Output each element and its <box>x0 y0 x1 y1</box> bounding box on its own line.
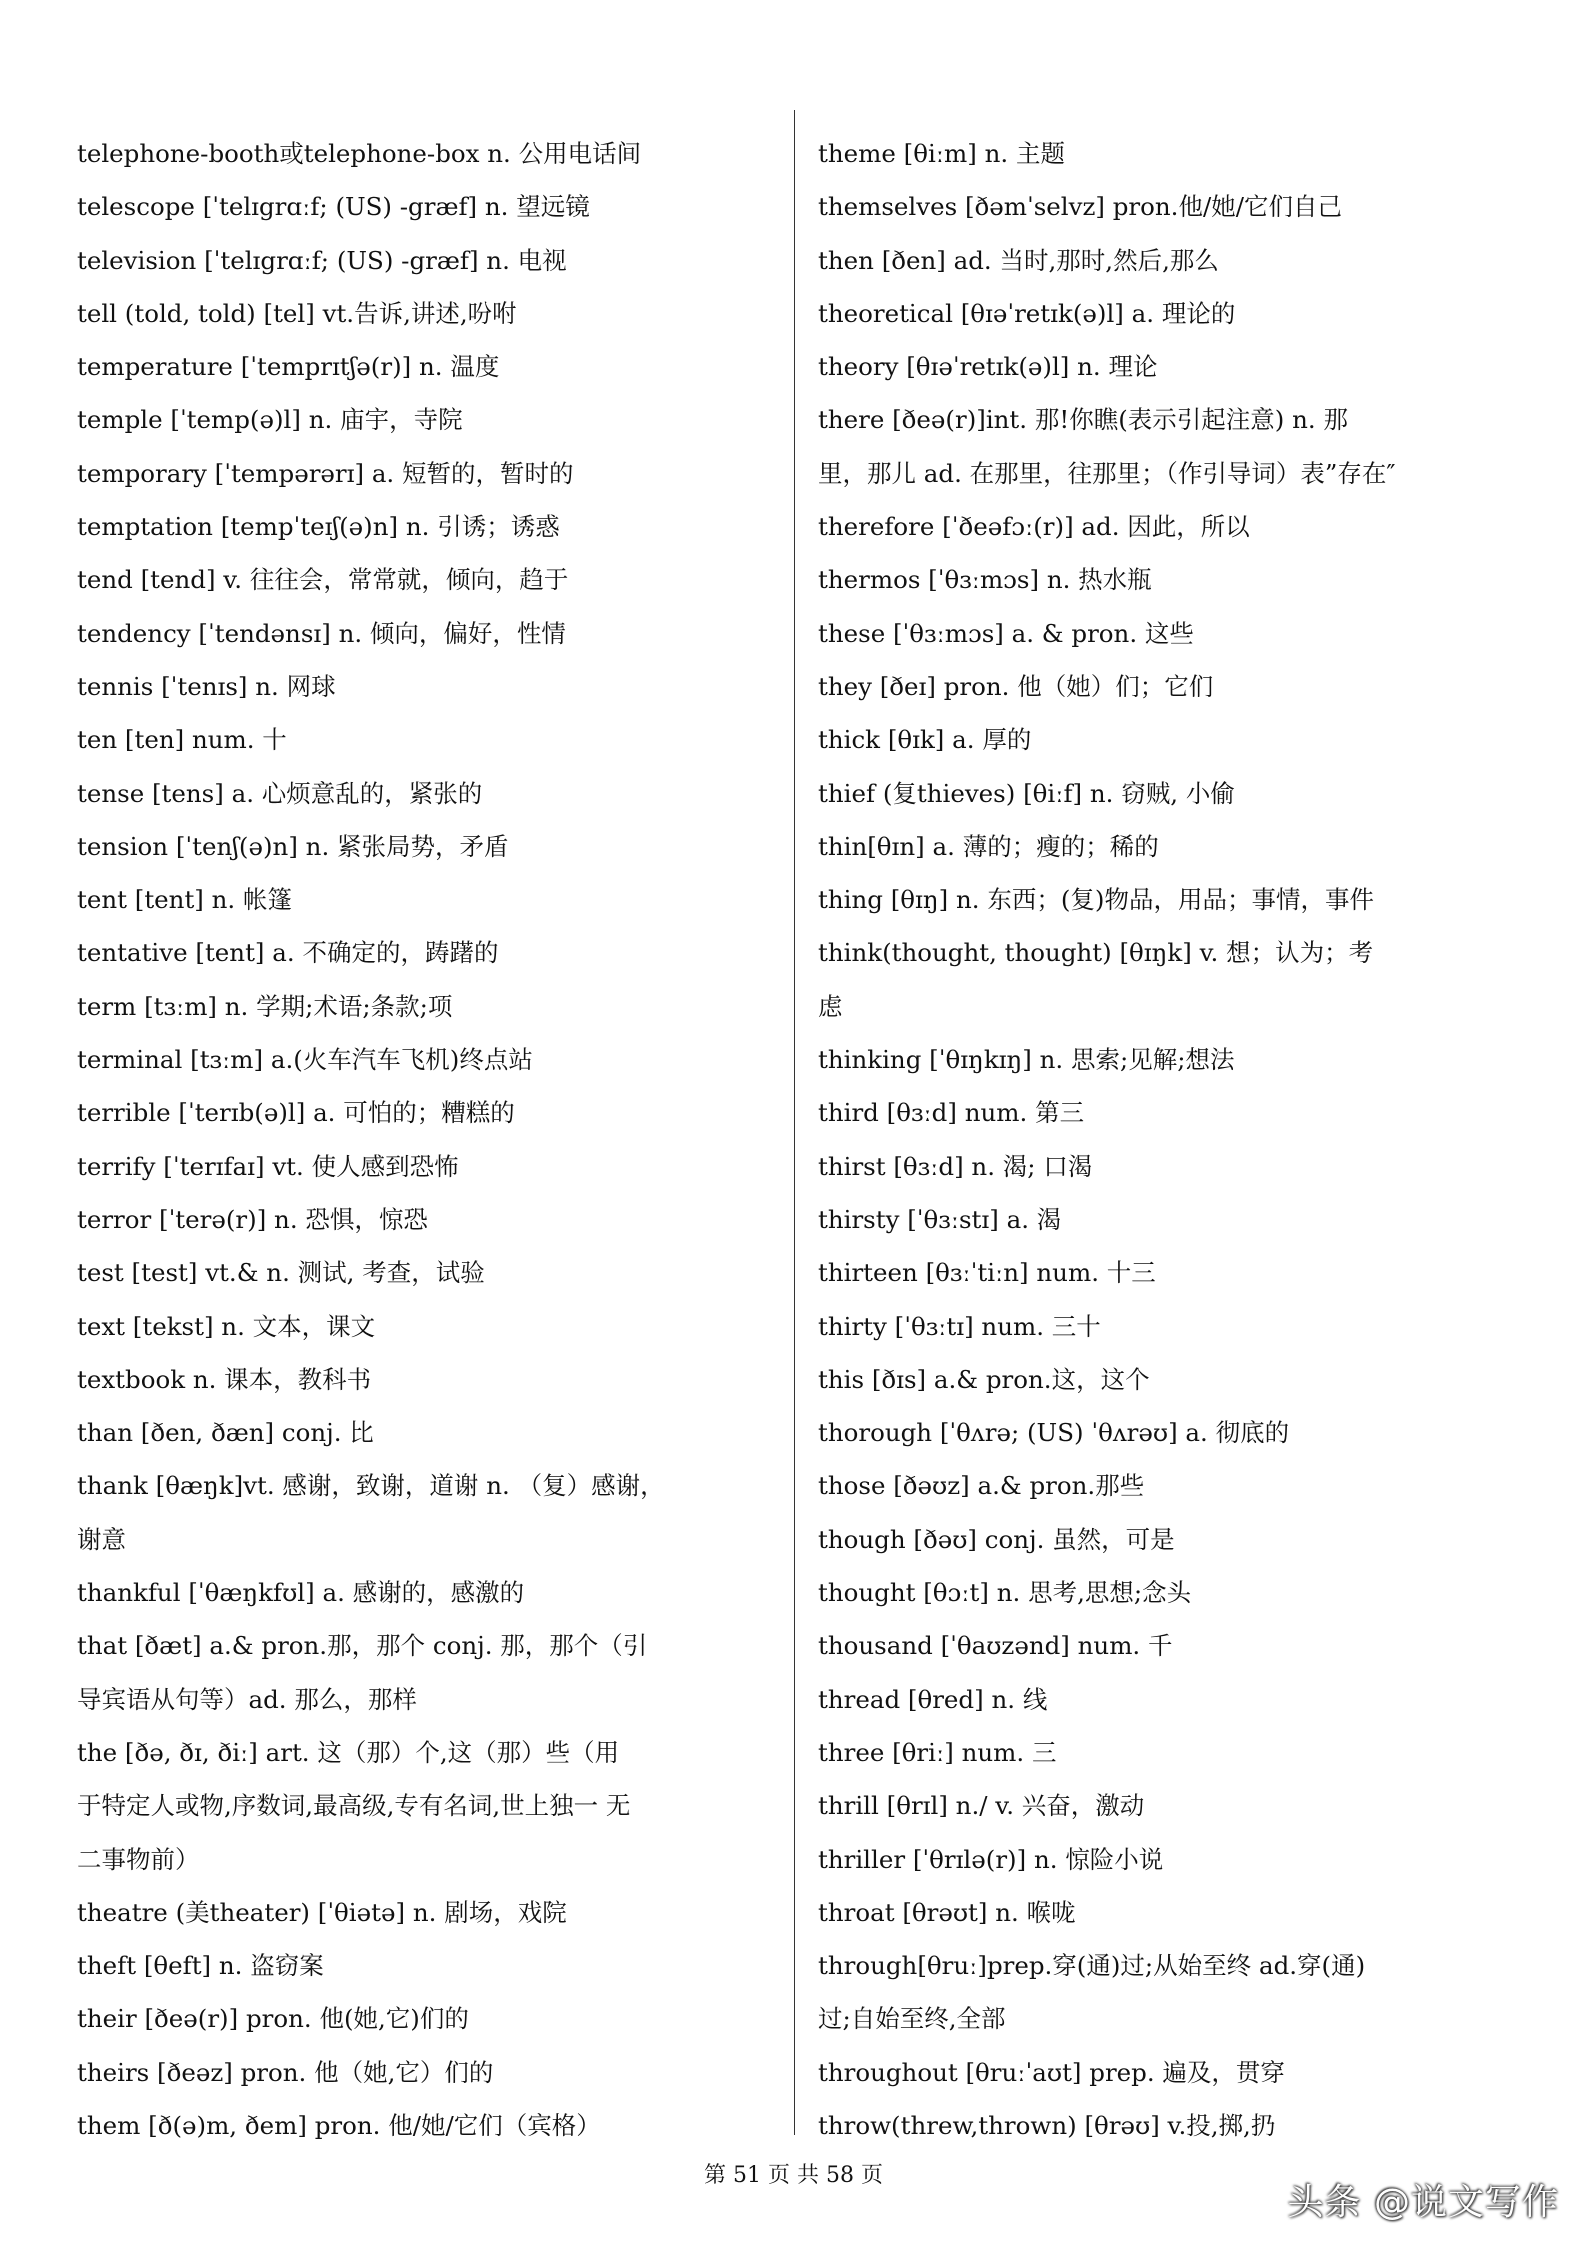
vocab-line: through[θruː]prep.穿(通)过;从始至终 ad.穿(通) <box>818 1951 1366 1981</box>
vocab-line: terror [ˈterə(r)] n. 恐惧，惊恐 <box>77 1204 428 1234</box>
vocab-line: thick [θɪk] a. 厚的 <box>818 725 1032 755</box>
vocab-line: throw(threw,thrown) [θrəʊ] v.投,掷,扔 <box>818 2110 1276 2140</box>
vocab-line: tension [ˈtenʃ(ə)n] n. 紧张局势，矛盾 <box>77 831 509 861</box>
vocab-line: ten [ten] num. 十 <box>77 725 287 755</box>
vocab-line: thirteen [θɜːˈtiːn] num. 十三 <box>818 1258 1156 1288</box>
vocab-line: them [ð(ə)m, ðem] pron. 他/她/它们（宾格） <box>77 2110 601 2140</box>
vocab-line: 里，那儿 ad. 在那里，往那里；（作引导词）表”存在″ <box>818 458 1396 488</box>
watermark: 头条 @说文写作 <box>1287 2182 1559 2223</box>
vocab-line: theoretical [θɪəˈretɪk(ə)l] a. 理论的 <box>818 298 1236 328</box>
vocab-line: tell (told, told) [tel] vt.告诉,讲述,吩咐 <box>77 298 517 328</box>
vocab-line: theft [θeft] n. 盗窃案 <box>77 1951 324 1981</box>
vocab-line: thirty [ˈθɜːtɪ] num. 三十 <box>818 1311 1101 1341</box>
vocab-line: temple [ˈtemp(ə)l] n. 庙宇，寺院 <box>77 405 463 435</box>
vocab-line: terminal [tɜːm] a.(火车汽车飞机)终点站 <box>77 1045 533 1075</box>
vocab-line: tense [tens] a. 心烦意乱的，紧张的 <box>77 778 483 808</box>
vocab-line: term [tɜːm] n. 学期;术语;条款;项 <box>77 991 453 1021</box>
vocab-line: 谢意 <box>77 1524 126 1554</box>
column-divider <box>794 110 795 2135</box>
vocab-line: they [ðeɪ] pron. 他（她）们；它们 <box>818 671 1214 701</box>
vocab-line: terrify [ˈterɪfaɪ] vt. 使人感到恐怖 <box>77 1151 459 1181</box>
vocab-line: thrill [θrɪl] n./ v. 兴奋，激动 <box>818 1791 1145 1821</box>
vocab-line: 虑 <box>818 991 843 1021</box>
vocab-line: theme [θiːm] n. 主题 <box>818 139 1065 168</box>
vocab-line: temptation [tempˈteɪʃ(ə)n] n. 引诱；诱惑 <box>77 512 560 542</box>
left-column <box>77 127 773 2152</box>
vocab-line: 二事物前） <box>77 1844 200 1874</box>
page-footer: 第 51 页 共 58 页 <box>704 2163 883 2188</box>
vocab-line: thankful [ˈθæŋkfʊl] a. 感谢的，感激的 <box>77 1578 525 1608</box>
vocab-line: themselves [ðəmˈselvz] pron.他/她/它们自己 <box>818 192 1342 222</box>
vocab-line: then [ðen] ad. 当时,那时,然后,那么 <box>818 245 1219 275</box>
vocab-line: three [θriː] num. 三 <box>818 1737 1057 1767</box>
vocab-line: thought [θɔːt] n. 思考,思想;念头 <box>818 1578 1192 1608</box>
vocab-line: textbook n. 课本，教科书 <box>77 1364 372 1394</box>
vocab-line: thermos [ˈθɜːmɔs] n. 热水瓶 <box>818 565 1152 595</box>
vocab-line: thirsty [ˈθɜːstɪ] a. 渴 <box>818 1204 1062 1234</box>
vocab-line: theirs [ðeəz] pron. 他（她,它）们的 <box>77 2057 494 2087</box>
vocab-line: throughout [θruːˈaʊt] prep. 遍及，贯穿 <box>818 2057 1285 2087</box>
vocab-line: the [ðə, ðɪ, ðiː] art. 这（那）个,这（那）些（用 <box>77 1737 620 1767</box>
vocab-line: thirst [θɜːd] n. 渴; 口渴 <box>818 1151 1093 1181</box>
vocab-line: tentative [tent] a. 不确定的，踌躇的 <box>77 938 499 968</box>
vocab-line: 于特定人或物,序数词,最高级,专有名词,世上独一 无 <box>77 1791 631 1821</box>
vocab-line: test [test] vt.& n. 测试, 考查，试验 <box>77 1258 485 1288</box>
vocab-line: tent [tent] n. 帐篷 <box>77 885 292 915</box>
vocab-line: thread [θred] n. 线 <box>818 1684 1048 1714</box>
vocab-line: than [ðen, ðæn] conj. 比 <box>77 1418 374 1448</box>
vocab-line: 导宾语从句等）ad. 那么，那样 <box>77 1684 417 1714</box>
vocab-line: their [ðeə(r)] pron. 他(她,它)们的 <box>77 2004 469 2034</box>
vocab-line: television [ˈtelɪgrɑːf; (US) -græf] n. 电视 <box>77 245 567 275</box>
vocab-line: that [ðæt] a.& pron.那，那个 conj. 那，那个（引 <box>77 1631 648 1661</box>
vocab-line: theory [θɪəˈretɪk(ə)l] n. 理论 <box>818 352 1158 382</box>
vocab-line: therefore [ˈðeəfɔː(r)] ad. 因此，所以 <box>818 512 1250 542</box>
vocab-line: theatre (美theater) [ˈθiətə] n. 剧场，戏院 <box>77 1897 567 1927</box>
vocab-line: 过;自始至终,全部 <box>818 2004 1006 2034</box>
right-column <box>818 127 1514 2152</box>
vocab-line: thinking [ˈθɪŋkɪŋ] n. 思索;见解;想法 <box>818 1045 1235 1075</box>
vocab-line: terrible [ˈterɪb(ə)l] a. 可怕的；糟糕的 <box>77 1098 515 1128</box>
vocab-line: throat [θrəʊt] n. 喉咙 <box>818 1897 1076 1927</box>
vocab-line: thank [θæŋk]vt. 感谢，致谢，道谢 n. （复）感谢， <box>77 1471 665 1501</box>
vocab-line: temporary [ˈtempərərɪ] a. 短暂的，暂时的 <box>77 458 574 488</box>
vocab-line: thorough [ˈθʌrə; (US) ˈθʌrəʊ] a. 彻底的 <box>818 1418 1290 1448</box>
vocab-line: think(thought, thought) [θɪŋk] v. 想；认为；考 <box>818 938 1374 968</box>
vocab-line: tendency [ˈtendənsɪ] n. 倾向，偏好，性情 <box>77 618 566 648</box>
vocab-line: tend [tend] v. 往往会，常常就，倾向，趋于 <box>77 565 569 595</box>
vocab-line: these [ˈθɜːmɔs] a. & pron. 这些 <box>818 618 1194 648</box>
vocab-line: temperature [ˈtemprɪtʃə(r)] n. 温度 <box>77 352 500 382</box>
vocab-line: this [ðɪs] a.& pron.这，这个 <box>818 1364 1150 1394</box>
vocab-line: telephone-booth或telephone-box n. 公用电话间 <box>77 139 642 168</box>
vocab-line: text [tekst] n. 文本，课文 <box>77 1311 376 1341</box>
vocab-line: though [ðəʊ] conj. 虽然，可是 <box>818 1524 1175 1554</box>
vocab-line: thriller [ˈθrɪlə(r)] n. 惊险小说 <box>818 1844 1164 1874</box>
vocab-line: there [ðeə(r)]int. 那!你瞧(表示引起注意) n. 那 <box>818 405 1348 435</box>
vocab-line: thin[θɪn] a. 薄的；瘦的；稀的 <box>818 831 1159 861</box>
vocab-line: those [ðəʊz] a.& pron.那些 <box>818 1471 1145 1501</box>
vocab-line: thief (复thieves) [θiːf] n. 窃贼, 小偷 <box>818 778 1235 808</box>
vocab-line: telescope [ˈtelɪgrɑːf; (US) -græf] n. 望远镜 <box>77 192 590 222</box>
vocab-line: third [θɜːd] num. 第三 <box>818 1098 1085 1128</box>
vocab-line: tennis [ˈtenɪs] n. 网球 <box>77 671 336 701</box>
vocab-line: thing [θɪŋ] n. 东西；(复)物品，用品；事情，事件 <box>818 885 1374 915</box>
vocab-line: thousand [ˈθaʊzənd] num. 千 <box>818 1631 1173 1661</box>
